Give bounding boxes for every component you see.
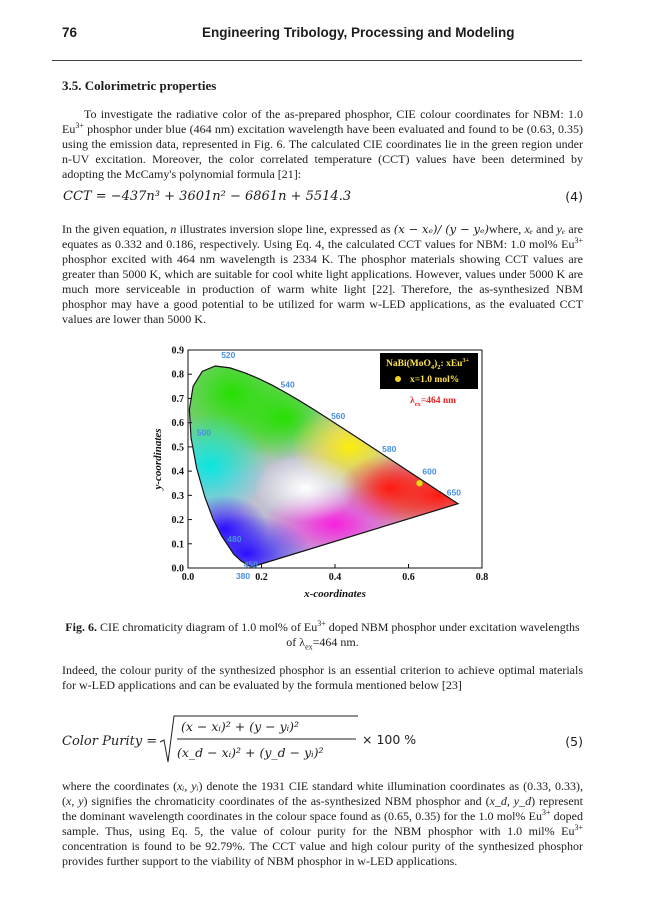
wavelength-label-580: 580 [382, 444, 397, 455]
wavelength-label-650: 650 [446, 487, 461, 498]
purity-denominator: (x_d − xᵢ)² + (y_d − yᵢ)² [177, 745, 324, 760]
legend-entry: x=1.0 mol% [410, 375, 460, 385]
y-tick-label: 0.6 [171, 418, 184, 430]
wavelength-label-600: 600 [422, 466, 437, 477]
cie-chart [148, 340, 498, 602]
wavelength-label-520: 520 [221, 349, 236, 360]
y-tick-label: 0.1 [171, 539, 184, 551]
paragraph-purity-intro: Indeed, the colour purity of the synthesized phosphor is an essential criterion to achieve optimal materials for w-LED applications and can be evaluated by the formula mentioned below [23] [62, 663, 583, 692]
y-tick-label: 0.8 [171, 369, 184, 381]
book-title: Engineering Tribology, Processing and Modeling [202, 25, 515, 40]
equation-number-4: (4) [565, 189, 583, 204]
legend-title: NaBi(MoO4)2: xEu3+ [386, 358, 469, 371]
x-axis-label: x-coordinates [304, 588, 366, 600]
y-tick-label: 0.9 [171, 345, 184, 357]
excitation-annotation: λex=464 nm [410, 396, 457, 408]
y-tick-label: 0.4 [171, 466, 184, 478]
y-axis-label: y-coordinates [152, 428, 164, 490]
figure-caption: Fig. 6. CIE chromaticity diagram of 1.0 mol% of $Eu^{3+}$ doped NBM phosphor under excitation wavelengths of $\lambda_{ex}=464$ nm. [65, 619, 580, 652]
y-tick-label: 0.2 [171, 515, 184, 527]
paragraph-intro: To investigate the radiative color of the as-prepared phosphor, CIE colour coordinates for NBM: 1.0 $Eu^{3+}$ phosphor under blue (464 nm) excitation wavelength have been evaluated and found to be (0.63, 0.35) using the emission data, represented in Fig. 6. The calculated CIE coordinates lie in the green region under n-UV excitation. Moreover, the color correlated temperature (CCT) values have been determined by adopting the McCamy's polynomial formula [21]: [62, 107, 583, 181]
y-tick-label: 0.7 [171, 393, 184, 405]
x-tick-label: 0.6 [402, 572, 415, 583]
y-tick-label: 0.5 [171, 442, 184, 454]
wavelength-label-500: 500 [196, 427, 211, 438]
wavelength-label-450: 450 [243, 559, 258, 570]
equation-cct [63, 189, 583, 207]
legend-marker [395, 376, 401, 382]
x-tick-label: 0.2 [255, 572, 268, 583]
y-tick-label: 0.3 [171, 490, 184, 502]
section-heading: 3.5. Colorimetric properties [62, 78, 217, 93]
running-header [52, 22, 584, 42]
equation-number-5: (5) [565, 734, 583, 749]
y-tick-label: 0.0 [171, 563, 184, 575]
wavelength-label-560: 560 [331, 410, 346, 421]
purity-numerator: (x − xᵢ)² + (y − yᵢ)² [181, 719, 300, 734]
cie-point [416, 480, 422, 486]
purity-factor: × 100 % [362, 732, 417, 747]
x-tick-label: 0.4 [328, 572, 342, 583]
header-rule [52, 60, 582, 61]
page-number: 76 [62, 25, 78, 40]
equation-cct-body: CCT = −437n³ + 3601n² − 6861n + 5514.3 [63, 189, 352, 204]
equation-color-purity [62, 712, 583, 770]
wavelength-label-480: 480 [227, 533, 242, 544]
wavelength-label-540: 540 [280, 379, 295, 390]
x-tick-label: 0.0 [181, 572, 195, 583]
paragraph-purity-result: where the coordinates (xᵢ, yᵢ) denote the 1931 CIE standard white illumination coordinates as (0.33, 0.33), (x, y) signifies the chromaticity coordinates of the as-synthesized NBM phosphor and (x_d, y_d) represent the dominant wavelength coordinates in the colour space found as (0.65, 0.35) for the 1.0 mol% $Eu^{3+}$ doped sample. Thus, using Eq. 5, the value of colour purity for the NBM phosphor with 1.0 mil% $Eu^{3+}$ concentration is found to be 92.79%. The CCT value and high colour purity of the synthesized phosphor provides further support to the viability of NBM phosphor in w-LED applications. [62, 779, 584, 868]
x-tick-label: 0.8 [475, 572, 489, 583]
purity-lhs: Color Purity = [62, 734, 158, 749]
wavelength-label-380: 380 [235, 570, 251, 581]
paragraph-cct: In the given equation, n illustrates inversion slope line, expressed as (x − xₑ)/ (y − yₑ)where, xₑ and yₑ are equates as 0.332 and 0.186, respectively. Using Eq. 4, the calculated CCT values for NBM: 1.0 mol% $Eu^{3+}$ phosphor excited with 464 nm wavelength is 2334 K. The phosphor materials showing CCT values are greater than 5000 K, which are suitable for cool white light applications. However, values under 5000 K are much more serviceable in production of warm white light [22]. Therefore, the as-synthesized NBM phosphor may have a good potential to be utilized for warm w-LED applications, as the evaluated CCT values are lower than 5000 K. [62, 222, 583, 326]
